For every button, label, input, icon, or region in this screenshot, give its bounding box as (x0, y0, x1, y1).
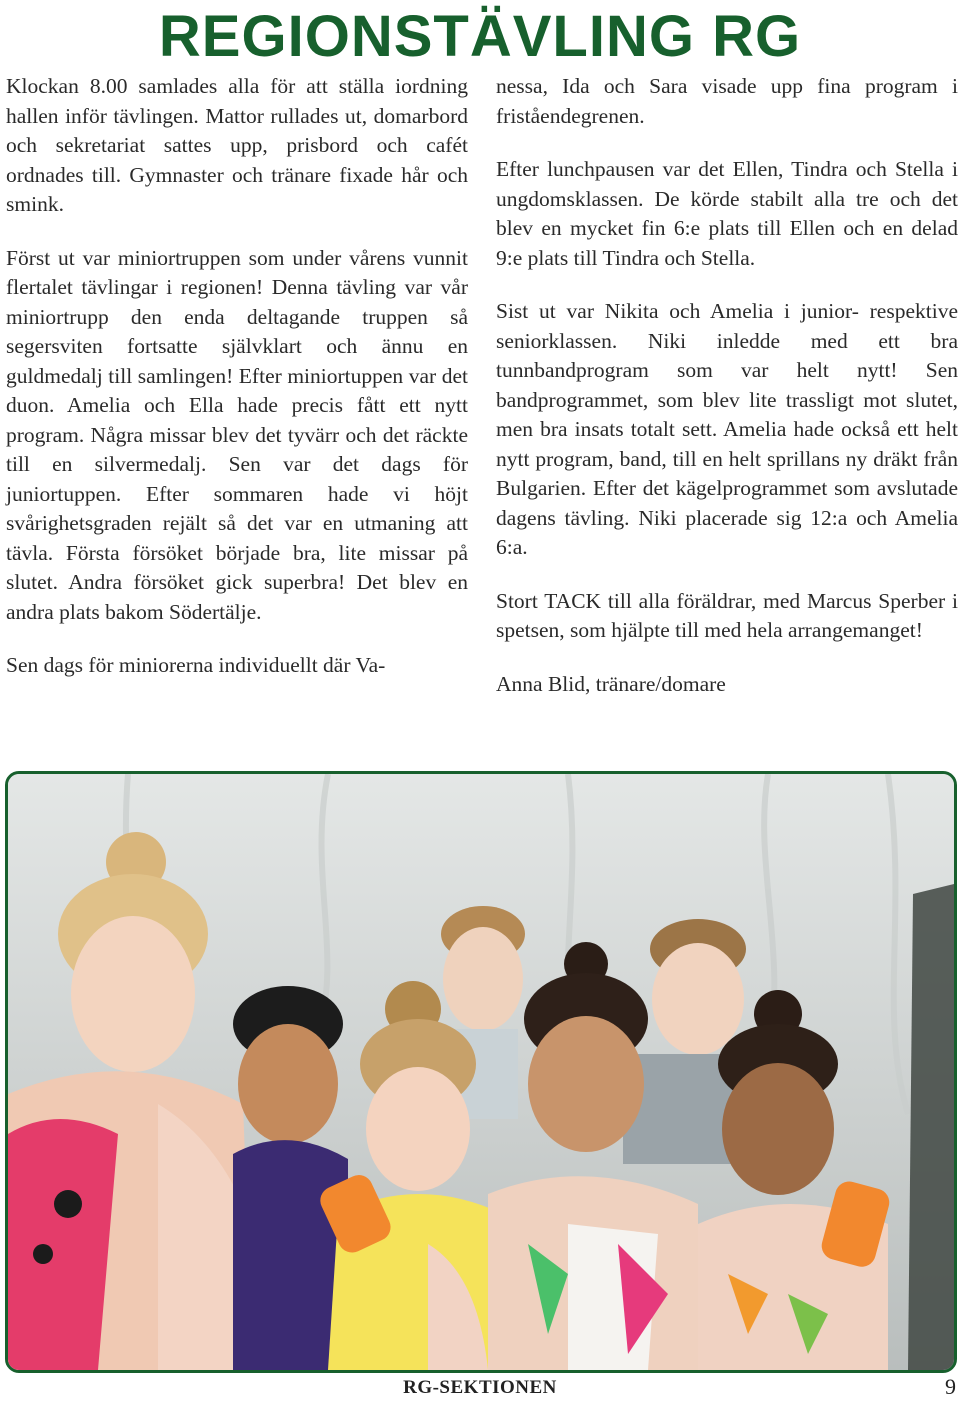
article-title: REGIONSTÄVLING RG (158, 4, 802, 69)
section-label: RG-SEKTIONEN (403, 1377, 557, 1398)
paragraph: Efter lunchpausen var det Ellen, Tindra och Stella i ungdomsklassen. De körde stabilt alla tre och det blev en mycket fin 6:e plats till Ellen och en delad 9:e plats till Tindra och Stella. (496, 157, 958, 270)
right-text-column (496, 72, 958, 723)
paragraph: nessa, Ida och Sara visade upp fina program i friståendegrenen. (496, 74, 958, 128)
team-photo-illustration (8, 774, 954, 1370)
paragraph: Först ut var miniortruppen som under vårens vunnit flertalet tävlingar i regionen! Denna tävling var vår miniortrupp den enda deltagande truppen så segersviten fortsatte självklart och ännu en guldmedalj till samlingen! Efter miniortuppen var det duon. Amelia och Ella hade precis fått ett nytt program. Några missar blev det tyvärr och det räckte till en silvermedalj. Sen var det dags för juniortuppen. Efter sommaren hade vi höjt svårighetsgraden rejält så det var en utmaning att tävla. Första försöket började bra, lite missar på slutet. Andra försöket gick superbra! Det blev en andra plats bakom Södertälje. (6, 245, 468, 624)
paragraph: Sen dags för miniorerna individuellt där Va- (6, 653, 386, 677)
paragraph: Stort TACK till alla föräldrar, med Marcus Sperber i spetsen, som hjälpte till med hela arrangemanget! (496, 588, 958, 642)
team-photo (5, 771, 957, 1373)
page-number: 9 (945, 1374, 956, 1399)
paragraph: Klockan 8.00 samlades alla för att ställa iordning hallen inför tävlingen. Mattor rullades ut, domarbord och sekretariat sattes upp, prisbord och cafét ordnades till. Gymnaster och tränare fixade hår och smink. (6, 74, 468, 216)
author-signature: Anna Blid, tränare/domare (496, 671, 726, 696)
paragraph: Sist ut var Nikita och Amelia i junior- respektive seniorklassen. Niki inledde med ett bra tunnbandprogram som var helt nytt! Sen bandprogrammet, som blev lite trassligt mot slutet, men bra insats totalt sett. Amelia hade också ett helt nytt program, band, till en helt sprillans ny dräkt från Bulgarien. Efter det kägelprogrammet som avslutade dagens tävling. Niki placerade sig 12:a och Amelia 6:a. (496, 299, 958, 559)
left-text-column (6, 72, 468, 705)
